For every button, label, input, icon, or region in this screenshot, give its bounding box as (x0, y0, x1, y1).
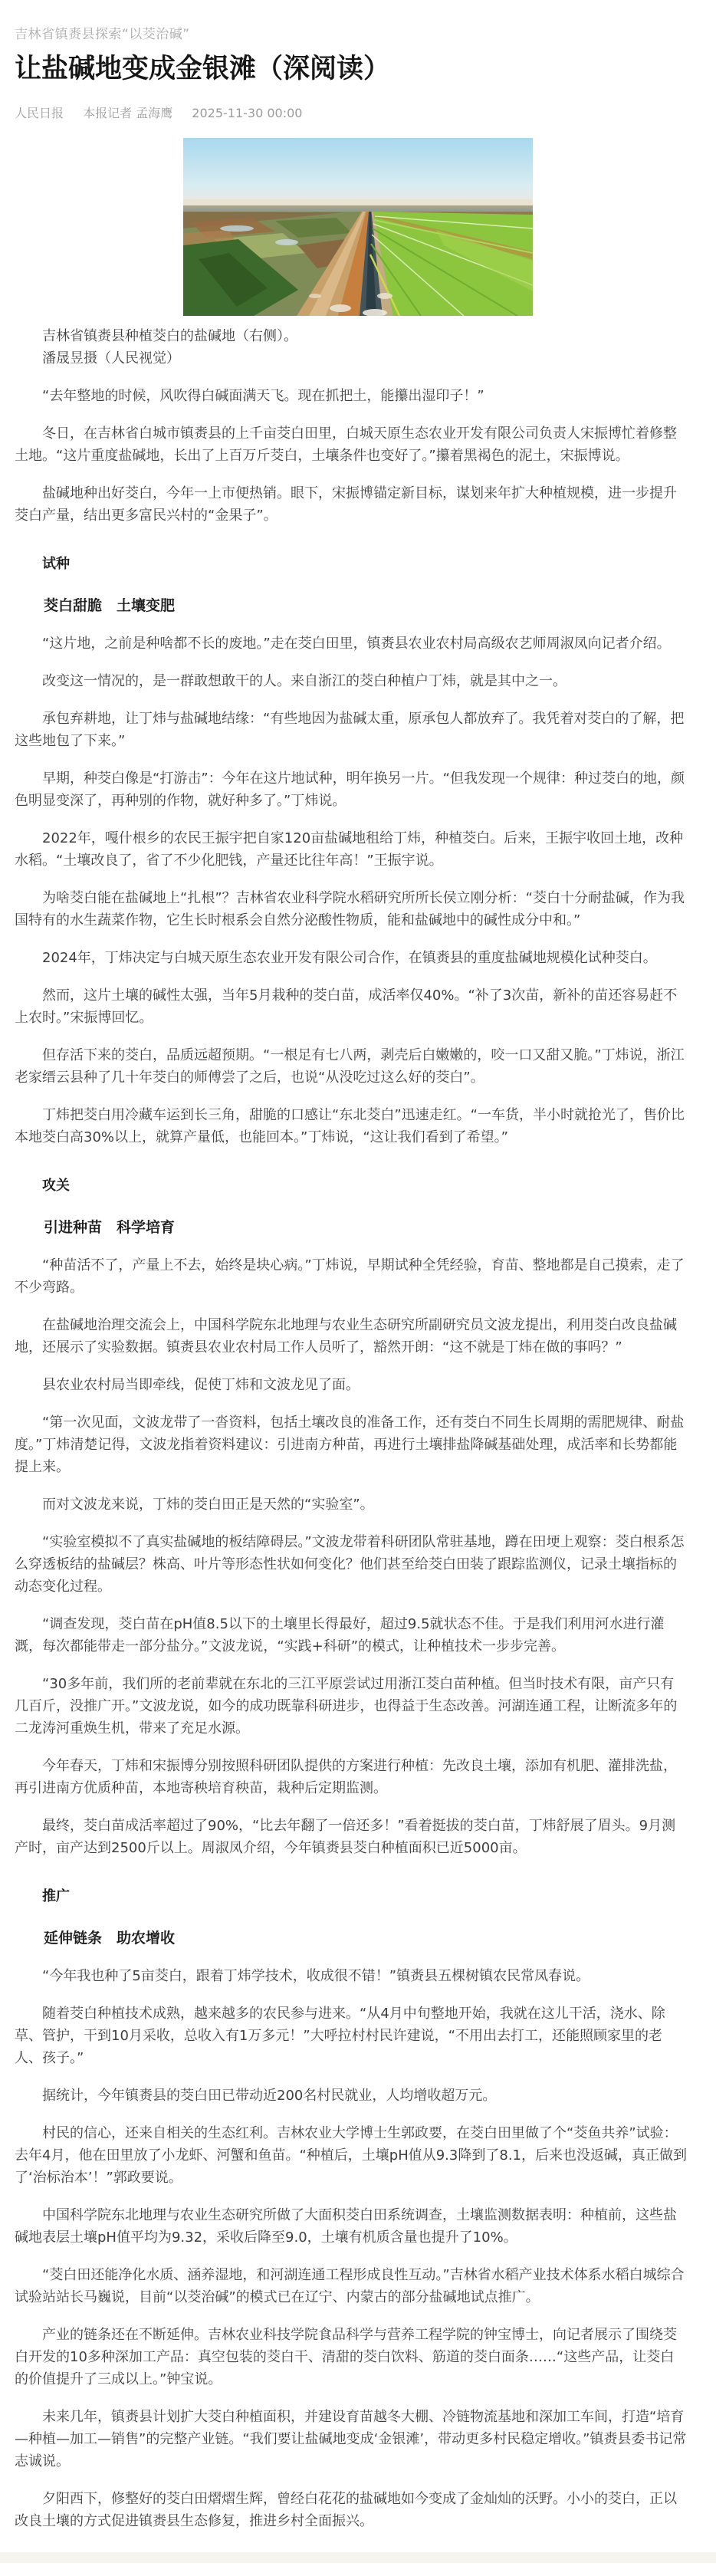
article-paragraph: 但存活下来的茭白，品质远超预期。“一根足有七八两，剥壳后白嫩嫩的，咬一口又甜又脆。”丁炜说，浙江老家缙云县种了几十年茭白的师傅尝了之后，也说“从没吃过这么好的茭白”。 (15, 1046, 685, 1086)
article-paragraph: 县农业农村局当即牵线，促使丁炜和文波龙见了面。 (42, 1376, 360, 1393)
bottom-strip (0, 2552, 716, 2563)
article-paragraph: 冬日，在吉林省白城市镇赉县的上千亩茭白田里，白城天原生态农业开发有限公司负责人宋振博忙着修整土地。“这片重度盐碱地，长出了上百万斤茭白，土壤条件也变好了。”攥着黑褐色的泥土，宋振博说。 (15, 425, 677, 464)
article-paragraph: 据统计，今年镇赉县的茭白田已带动近200名村民就业，人均增收超万元。 (42, 2087, 497, 2104)
article-paragraph: 然而，这片土壤的碱性太强，当年5月栽种的茭白苗，成活率仅40%。“补了3次苗，新补的苗还容易赶不上农时。”宋振博回忆。 (15, 987, 678, 1026)
kicker: 吉林省镇赉县探索“以茭治碱” (15, 27, 190, 42)
article-paragraph: 村民的信心，还来自相关的生态红利。吉林农业大学博士生郭政要，在茭白田里做了个“茭鱼共养”试验：去年4月，他在田里放了小龙虾、河蟹和鱼苗。“种植后，土壤pH值从9.3降到了8.1，后来也没返碱，真正做到了‘治标治本’！”郭政要说。 (15, 2124, 687, 2186)
article-paragraph: “这片地，之前是种啥都不长的废地。”走在茭白田里，镇赉县农业农村局高级农艺师周淑凤向记者介绍。 (42, 635, 671, 652)
page-title: 让盐碱地变成金银滩（深阅读） (15, 54, 391, 84)
section-subhead: 引进种苗 科学培育 (44, 1218, 176, 1236)
photo-caption: 吉林省镇赉县种植茭白的盐碱地（右侧）。 (42, 327, 297, 344)
article-paragraph: 盐碱地种出好茭白，今年一上市便热销。眼下，宋振博锚定新目标，谋划来年扩大种植规模，进一步提升茭白产量，结出更多富民兴村的“金果子”。 (15, 485, 677, 524)
article-photo (183, 138, 533, 316)
article-paragraph: “种苗活不了，产量上不去，始终是块心病。”丁炜说，早期试种全凭经验，育苗、整地都是自己摸索，走了不少弯路。 (15, 1257, 685, 1296)
article-paragraph: 承包弃耕地，让丁炜与盐碱地结缘：“有些地因为盐碱太重，原承包人都放弃了。我凭着对茭白的了解，把这些地包了下来。” (15, 710, 685, 749)
section-label: 攻关 (42, 1177, 70, 1194)
article-paragraph: 产业的链条还在不断延伸。吉林农业科技学院食品科学与营养工程学院的钟宝博士，向记者展示了围绕茭白开发的10多种深加工产品：真空包装的茭白干、清甜的茭白饮料、筋道的茭白面条……“这些产品，让茭白的价值提升了三成以上。”钟宝说。 (15, 2326, 677, 2387)
article-paragraph: 为啥茭白能在盐碱地上“扎根”？吉林省农业科学院水稻研究所所长侯立刚分析：“茭白十分耐盐碱，作为我国特有的水生蔬菜作物，它生长时根系会自然分泌酸性物质，能和盐碱地中的碱性成分中和。” (15, 889, 685, 928)
byline-source: 人民日报 (15, 105, 64, 120)
article-paragraph: 早期，种茭白像是“打游击”：今年在这片地试种，明年换另一片。“但我发现一个规律：种过茭白的地，颜色明显变深了，再种别的作物，就好种多了。”丁炜说。 (15, 770, 685, 809)
article-paragraph: 而对文波龙来说，丁炜的茭白田正是天然的“实验室”。 (42, 1496, 374, 1513)
section-subhead: 延伸链条 助农增收 (44, 1929, 176, 1947)
byline-reporter: 本报记者 孟海鹰 (83, 105, 173, 120)
section-subhead: 茭白甜脆 土壤变肥 (44, 596, 176, 614)
article-paragraph: 丁炜把茭白用冷藏车运到长三角，甜脆的口感让“东北茭白”迅速走红。“一车货，半小时就抢光了，售价比本地茭白高30%以上，就算产量低，也能回本。”丁炜说，“这让我们看到了希望。” (15, 1106, 685, 1145)
article-paragraph: 夕阳西下，修整好的茭白田熠熠生辉，曾经白花花的盐碱地如今变成了金灿灿的沃野。小小的茭白，正以改良土壤的方式促进镇赉县生态修复，推进乡村全面振兴。 (15, 2490, 677, 2529)
article-body (0, 316, 716, 2532)
photo-illustration (183, 138, 533, 316)
article-paragraph: “茭白田还能净化水质、涵养湿地，和河湖连通工程形成良性互动。”吉林省水稻产业技术体系水稻白城综合试验站站长马巍说，目前“以茭治碱”的模式已在辽宁、内蒙古的部分盐碱地试点推广。 (15, 2266, 685, 2305)
article-paragraph: 2024年，丁炜决定与白城天原生态农业开发有限公司合作，在镇赉县的重度盐碱地规模化试种茭白。 (42, 949, 657, 966)
article-paragraph: “调查发现，茭白苗在pH值8.5以下的土壤里长得最好，超过9.5就状态不佳。于是我们利用河水进行灌溉，每次都能带走一部分盐分。”文波龙说，“实践+科研”的模式，让种植技术一步步完善。 (15, 1615, 665, 1654)
byline (0, 104, 716, 121)
article-paragraph: 中国科学院东北地理与农业生态研究所做了大面积茭白田系统调查，土壤监测数据表明：种植前，这些盐碱地表层土壤pH值平均为9.32，采收后降至9.0，土壤有机质含量也提升了10%。 (15, 2206, 677, 2246)
article-paragraph: 改变这一情况的，是一群敢想敢干的人。来自浙江的茭白种植户丁炜，就是其中之一。 (42, 672, 567, 689)
article-paragraph: “实验室模拟不了真实盐碱地的板结障碍层。”文波龙带着科研团队常驻基地，蹲在田埂上观察：茭白根系怎么穿透板结的盐碱层？株高、叶片等形态性状如何变化？他们甚至给茭白田装了跟踪监测仪，记录土壤指标的动态变化过程。 (15, 1533, 685, 1595)
section-label: 推广 (42, 1888, 70, 1904)
article-paragraph: “第一次见面，文波龙带了一沓资料，包括土壤改良的准备工作，还有茭白不同生长周期的需肥规律、耐盐度。”丁炜清楚记得，文波龙指着资料建议：引进南方种苗，再进行土壤排盐降碱基础处理，成活率和长势都能提上来。 (15, 1414, 685, 1475)
article-paragraph: 2022年，嘎什根乡的农民王振宇把自家120亩盐碱地租给丁炜，种植茭白。后来，王振宇收回土地，改种水稻。“土壤改良了，省了不少化肥钱，产量还比往年高！”王振宇说。 (15, 830, 684, 869)
article-paragraph: 最终，茭白苗成活率超过了90%，“比去年翻了一倍还多！”看着挺拔的茭白苗，丁炜舒展了眉头。9月测产时，亩产达到2500斤以上。周淑凤介绍，今年镇赉县茭白种植面积已近5000亩。 (15, 1817, 676, 1856)
article-paragraph: 未来几年，镇赉县计划扩大茭白种植面积，并建设育苗越冬大棚、冷链物流基地和深加工车间，打造“培育—种植—加工—销售”的完整产业链。“我们要让盐碱地变成‘金银滩’，带动更多村民稳定增收。”镇赉县委书记常志诚说。 (15, 2408, 687, 2469)
article-paragraph: “今年我也种了5亩茭白，跟着丁炜学技术，收成很不错！”镇赉县五棵树镇农民常凤春说。 (42, 1967, 590, 1984)
article-paragraph: “去年整地的时候，风吹得白碱面满天飞。现在抓把土，能攥出湿印子！” (42, 387, 484, 404)
photo-caption: 潘晟昱摄（人民视觉） (42, 350, 180, 366)
article-paragraph: 今年春天，丁炜和宋振博分别按照科研团队提供的方案进行种植：先改良土壤，添加有机肥、灌排洗盐，再引进南方优质种苗，本地寄秧培育秧苗，栽种后定期监测。 (15, 1757, 677, 1796)
article-paragraph: “30多年前，我们所的老前辈就在东北的三江平原尝试过用浙江茭白苗种植。但当时技术有限，亩产只有几百斤，没推广开。”文波龙说，如今的成功既靠科研进步，也得益于生态改善。河湖连通工程，让断流多年的二龙涛河重焕生机，带来了充足水源。 (15, 1675, 678, 1737)
article-paragraph: 在盐碱地治理交流会上，中国科学院东北地理与农业生态研究所副研究员文波龙提出，利用茭白改良盐碱地，还展示了实验数据。镇赉县农业农村局工作人员听了，豁然开朗：“这不就是丁炜在做的事吗？” (15, 1316, 677, 1355)
article-paragraph: 随着茭白种植技术成熟，越来越多的农民参与进来。“从4月中旬整地开始，我就在这儿干活，浇水、除草、管护，干到10月采收，总收入有1万多元！”大呼拉村村民许建说，“不用出去打工，还能照顾家里的老人、孩子。” (15, 2005, 665, 2066)
section-label: 试种 (42, 555, 70, 572)
byline-datetime: 2025-11-30 00:00 (192, 105, 303, 120)
